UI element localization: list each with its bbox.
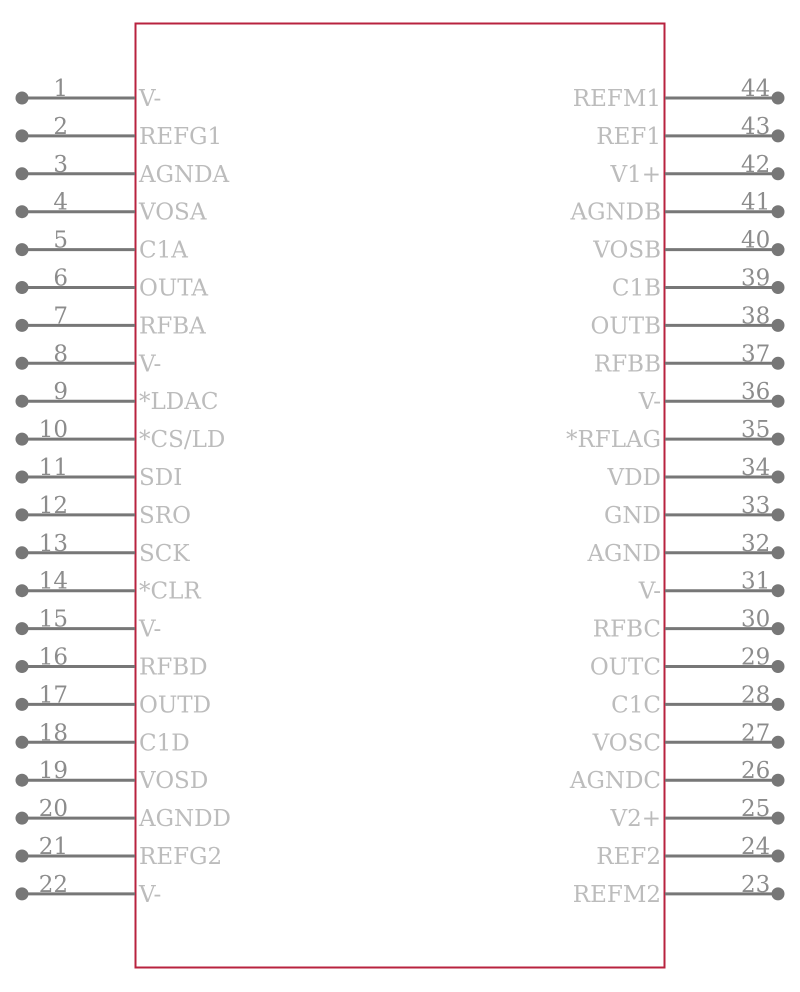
- pin-number: 31: [741, 568, 771, 595]
- pin-name-label: *CLR: [139, 578, 201, 605]
- pin-endpoint-dot: [16, 395, 29, 408]
- pin-10: [16, 417, 226, 453]
- pin-42: [609, 152, 784, 188]
- pin-name-label: VOSA: [139, 199, 207, 226]
- pin-number: 4: [53, 189, 68, 216]
- pin-number: 41: [741, 189, 771, 216]
- pin-number: 27: [741, 720, 771, 747]
- pin-endpoint-dot: [16, 281, 29, 294]
- pin-34: [607, 455, 785, 491]
- pin-name-label: OUTC: [589, 654, 661, 681]
- pin-endpoint-dot: [16, 850, 29, 863]
- pin-endpoint-dot: [772, 471, 785, 484]
- pin-16: [16, 645, 208, 681]
- pin-number: 3: [53, 151, 68, 178]
- pin-36: [638, 379, 785, 415]
- pin-name-label: C1D: [139, 730, 190, 757]
- pin-13: [16, 531, 191, 567]
- pin-number: 17: [38, 682, 68, 709]
- pin-name-label: V-: [139, 881, 162, 908]
- pin-number: 10: [38, 417, 68, 444]
- pin-number: 32: [741, 530, 771, 557]
- pin-name-label: C1A: [139, 237, 188, 264]
- pin-number: 42: [741, 151, 771, 178]
- pin-endpoint-dot: [16, 508, 29, 521]
- pin-name-label: V-: [139, 351, 162, 378]
- pin-name-label: AGND: [587, 540, 661, 567]
- pin-endpoint-dot: [772, 508, 785, 521]
- pin-name-label: VOSB: [593, 237, 661, 264]
- pin-28: [611, 682, 784, 718]
- pin-endpoint-dot: [772, 546, 785, 559]
- pin-name-label: AGNDC: [569, 768, 661, 795]
- pin-17: [16, 682, 212, 718]
- pin-35: [566, 417, 785, 453]
- pin-name-label: OUTA: [139, 275, 208, 302]
- pin-name-label: RFBD: [139, 654, 208, 681]
- pin-1: [16, 76, 162, 112]
- pin-number: 21: [38, 834, 68, 860]
- pin-endpoint-dot: [772, 129, 785, 142]
- pin-name-label: AGNDD: [139, 806, 231, 833]
- pin-number: 40: [741, 227, 771, 254]
- pin-number: 18: [38, 720, 68, 747]
- pin-endpoint-dot: [772, 850, 785, 863]
- pin-name-label: VOSD: [139, 768, 209, 795]
- pin-number: 16: [38, 644, 68, 671]
- pin-number: 34: [741, 455, 771, 481]
- pin-name-label: REFG1: [139, 123, 223, 150]
- pin-name-label: REFM2: [572, 881, 661, 908]
- pin-name-label: AGNDA: [139, 161, 230, 188]
- pin-number: 30: [741, 606, 771, 633]
- pin-name-label: V-: [139, 616, 162, 643]
- pin-number: 9: [53, 379, 68, 406]
- pin-21: [16, 834, 223, 870]
- pin-number: 20: [38, 796, 68, 823]
- pin-30: [593, 607, 785, 643]
- pin-endpoint-dot: [16, 319, 29, 332]
- pin-name-label: V-: [139, 86, 162, 112]
- pin-5: [16, 228, 189, 264]
- pin-12: [16, 493, 191, 529]
- pin-number: 44: [741, 76, 771, 102]
- pin-endpoint-dot: [772, 887, 785, 900]
- pin-endpoint-dot: [16, 812, 29, 825]
- pin-endpoint-dot: [772, 433, 785, 446]
- pin-name-label: VDD: [607, 465, 661, 491]
- pin-endpoint-dot: [16, 471, 29, 484]
- pin-number: 26: [741, 758, 771, 785]
- pin-25: [609, 796, 784, 832]
- pin-endpoint-dot: [772, 774, 785, 787]
- pin-endpoint-dot: [16, 205, 29, 218]
- pin-24: [596, 834, 784, 870]
- pin-number: 14: [38, 568, 68, 595]
- pin-41: [570, 190, 785, 226]
- pin-4: [16, 190, 207, 226]
- pin-39: [612, 266, 785, 302]
- pin-7: [16, 303, 207, 339]
- pin-number: 15: [38, 606, 68, 633]
- pin-23: [573, 872, 785, 908]
- pin-endpoint-dot: [16, 774, 29, 787]
- pin-15: [16, 607, 162, 643]
- pin-endpoint-dot: [16, 243, 29, 256]
- pin-number: 22: [38, 871, 68, 898]
- pin-name-label: RFBA: [139, 313, 206, 340]
- pin-name-label: OUTB: [590, 313, 661, 340]
- pin-14: [16, 569, 202, 605]
- pin-40: [592, 228, 784, 264]
- pin-38: [591, 303, 785, 339]
- pin-number: 33: [741, 492, 771, 519]
- pin-endpoint-dot: [16, 584, 29, 597]
- pin-endpoint-dot: [772, 698, 785, 711]
- pin-number: 8: [53, 341, 68, 368]
- pin-31: [638, 569, 785, 605]
- pin-endpoint-dot: [772, 319, 785, 332]
- pin-endpoint-dot: [16, 660, 29, 673]
- pin-endpoint-dot: [772, 622, 785, 635]
- pin-endpoint-dot: [772, 205, 785, 218]
- pin-name-label: V-: [638, 578, 661, 605]
- pin-endpoint-dot: [772, 167, 785, 180]
- pin-19: [16, 758, 209, 794]
- pin-29: [590, 645, 785, 681]
- pin-name-label: V2+: [610, 806, 661, 833]
- pin-endpoint-dot: [16, 698, 29, 711]
- pin-3: [16, 152, 230, 188]
- pin-name-label: VOSC: [592, 730, 661, 757]
- pin-number: 19: [38, 758, 68, 785]
- pin-number: 6: [53, 265, 68, 292]
- pin-44: [573, 76, 785, 112]
- pin-6: [16, 266, 209, 302]
- pin-number: 25: [741, 796, 771, 823]
- pin-number: 5: [53, 227, 68, 254]
- pin-number: 36: [741, 379, 771, 406]
- pin-endpoint-dot: [772, 395, 785, 408]
- pin-name-label: REFM1: [572, 86, 661, 112]
- pin-number: 24: [741, 834, 771, 860]
- pin-name-label: OUTD: [139, 692, 212, 719]
- pin-endpoint-dot: [772, 357, 785, 370]
- pin-26: [569, 758, 785, 794]
- pin-33: [604, 493, 784, 529]
- pin-name-label: *CS/LD: [139, 427, 226, 454]
- pin-number: 13: [38, 530, 68, 557]
- pin-name-label: REF1: [596, 123, 661, 150]
- pin-number: 43: [741, 113, 771, 140]
- pin-number: 1: [53, 76, 68, 102]
- pin-name-label: C1C: [611, 692, 661, 719]
- pin-endpoint-dot: [16, 167, 29, 180]
- pin-number: 35: [741, 417, 771, 444]
- pin-name-label: REF2: [596, 844, 661, 870]
- pin-number: 29: [741, 644, 771, 671]
- pin-endpoint-dot: [772, 92, 785, 105]
- right-pin-column: [566, 76, 785, 908]
- pin-43: [596, 114, 784, 150]
- pin-number: 28: [741, 682, 771, 709]
- pin-name-label: V1+: [610, 161, 661, 188]
- pin-name-label: SCK: [139, 540, 190, 567]
- pin-number: 38: [741, 303, 771, 330]
- pin-endpoint-dot: [16, 546, 29, 559]
- pin-endpoint-dot: [16, 736, 29, 749]
- pin-endpoint-dot: [772, 736, 785, 749]
- pin-name-label: *RFLAG: [565, 427, 661, 454]
- pin-name-label: RFBC: [592, 616, 661, 643]
- pin-name-label: SRO: [139, 502, 191, 529]
- pin-endpoint-dot: [16, 357, 29, 370]
- pin-name-label: AGNDB: [570, 199, 661, 226]
- pin-number: 11: [38, 455, 68, 481]
- pin-8: [16, 341, 162, 377]
- left-pin-column: [16, 76, 232, 908]
- pin-9: [16, 379, 219, 415]
- pin-name-label: SDI: [139, 465, 183, 491]
- pin-endpoint-dot: [16, 622, 29, 635]
- pin-endpoint-dot: [772, 584, 785, 597]
- pin-number: 23: [741, 871, 771, 898]
- pin-20: [16, 796, 232, 832]
- pin-18: [16, 720, 190, 756]
- pin-37: [594, 341, 785, 377]
- pin-22: [16, 872, 162, 908]
- pin-27: [592, 720, 785, 756]
- pin-number: 7: [53, 303, 68, 330]
- pin-32: [586, 531, 784, 567]
- pin-name-label: *LDAC: [139, 389, 219, 416]
- pin-name-label: GND: [604, 502, 661, 529]
- pin-number: 37: [741, 341, 771, 368]
- pin-endpoint-dot: [772, 281, 785, 294]
- pin-endpoint-dot: [16, 433, 29, 446]
- pin-endpoint-dot: [16, 129, 29, 142]
- pin-name-label: V-: [638, 389, 661, 416]
- pin-11: [16, 455, 183, 491]
- pin-name-label: REFG2: [139, 844, 223, 870]
- pin-endpoint-dot: [16, 92, 29, 105]
- pin-name-label: RFBB: [593, 351, 661, 378]
- pin-number: 12: [38, 492, 68, 519]
- pin-endpoint-dot: [772, 812, 785, 825]
- pin-number: 2: [53, 113, 68, 140]
- pin-2: [16, 114, 223, 150]
- pin-endpoint-dot: [772, 660, 785, 673]
- pin-endpoint-dot: [16, 887, 29, 900]
- pin-number: 39: [741, 265, 771, 292]
- pin-name-label: C1B: [611, 275, 661, 302]
- pin-endpoint-dot: [772, 243, 785, 256]
